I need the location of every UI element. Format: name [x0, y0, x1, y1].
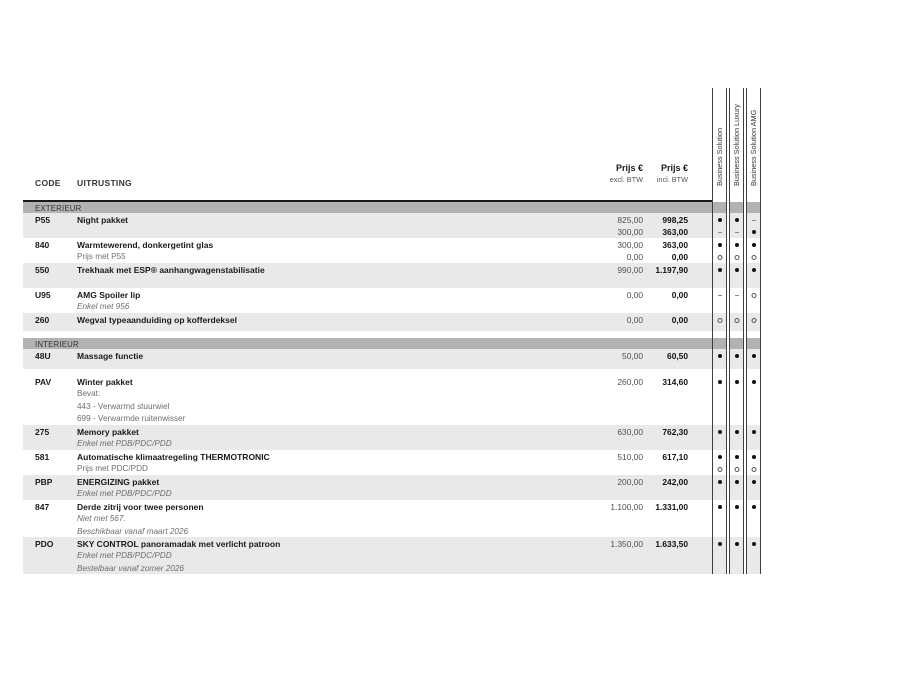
option-code [35, 563, 77, 574]
option-name: Automatische klimaatregeling THERMOTRONIC [77, 452, 270, 462]
option-line [23, 350, 712, 362]
strip-row-segment [747, 213, 760, 238]
price-excl-value: 510,00 [617, 452, 643, 462]
price-excl-value: 200,00 [617, 477, 643, 487]
strip-row-segment [730, 349, 743, 369]
strip-row-segment [730, 313, 743, 331]
strip-row-segment [730, 375, 743, 425]
option-code [35, 438, 77, 450]
option-line [23, 226, 712, 238]
price-excl-value [543, 463, 643, 475]
price-incl-value: 1.331,00 [655, 502, 688, 512]
price-incl-value: 0,00 [671, 252, 688, 263]
business-solution-amg-column [746, 88, 761, 574]
option-row-U95 [23, 288, 712, 313]
strip-row-segment [713, 537, 726, 574]
availability-dot-icon [752, 430, 756, 434]
price-incl-value [643, 488, 688, 500]
option-line [23, 413, 712, 425]
availability-dot-icon [718, 243, 722, 247]
price-incl-value [643, 563, 688, 574]
availability-dot-icon [752, 505, 756, 509]
price-incl-value [643, 550, 688, 562]
availability-dot-icon [718, 542, 722, 546]
option-line [23, 289, 712, 301]
price-incl-value: 242,00 [662, 477, 688, 487]
strip-row-segment [713, 213, 726, 238]
strip-row-segment [747, 500, 760, 537]
option-line [23, 488, 712, 500]
strip-row-segment [713, 450, 726, 475]
option-note: Bevat: [77, 389, 101, 399]
strip-row-segment [730, 263, 743, 288]
option-code: P55 [35, 215, 51, 225]
option-code: 847 [35, 502, 50, 512]
availability-dot-icon [735, 455, 739, 459]
strip-row-segment [730, 202, 743, 213]
not-available-dash-icon [718, 295, 722, 296]
price-excl-subtitle: excl. BTW [609, 174, 643, 184]
option-code: 260 [35, 315, 50, 325]
price-incl-value: 60,50 [667, 351, 688, 361]
availability-dot-icon [752, 380, 756, 384]
strip-row-segment [730, 238, 743, 263]
option-row-P55 [23, 213, 712, 238]
availability-circle-icon [734, 318, 739, 323]
strip-row-segment [713, 238, 726, 263]
option-note [77, 226, 543, 238]
availability-dot-icon [735, 430, 739, 434]
price-excl-value [543, 438, 643, 450]
price-incl-value [643, 438, 688, 450]
option-note: Enkel met 956 [77, 302, 130, 312]
price-excl-value: 1.350,00 [610, 539, 643, 549]
price-excl-value [543, 401, 643, 413]
option-name: SKY CONTROL panoramadak met verlicht patroon [77, 539, 281, 549]
availability-dot-icon [752, 480, 756, 484]
price-excl-value: 300,00 [617, 227, 643, 238]
option-row-581 [23, 450, 712, 475]
price-incl-value [643, 413, 688, 425]
availability-dot-icon [735, 218, 739, 222]
price-excl-value [543, 513, 643, 525]
option-code: 581 [35, 452, 50, 462]
strip-row-segment [713, 375, 726, 425]
option-row-840 [23, 238, 712, 263]
price-incl-value: 762,30 [662, 427, 688, 437]
availability-circle-icon [717, 467, 722, 472]
strip-row-segment [713, 331, 726, 338]
price-excl-value: 50,00 [622, 351, 643, 361]
price-incl-value: 1.197,90 [655, 265, 688, 275]
strip-row-segment [747, 475, 760, 500]
price-excl-value: 300,00 [617, 240, 643, 250]
option-note: Enkel met PDB/PDC/PDD [77, 489, 172, 499]
option-note: Bestelbaar vanaf zomer 2026 [77, 563, 184, 573]
business-solution-luxury-column [729, 88, 744, 574]
strip-row-segment [713, 425, 726, 450]
price-excl-value [543, 301, 643, 313]
strip-row-segment [747, 288, 760, 313]
price-incl-title: Prijs € [660, 163, 688, 173]
option-row-275 [23, 425, 712, 450]
strip-row-segment [713, 349, 726, 369]
option-line [23, 314, 712, 326]
option-name: Winter pakket [77, 377, 133, 387]
strip-row-segment [747, 450, 760, 475]
option-row-847 [23, 500, 712, 537]
availability-circle-icon [751, 467, 756, 472]
option-code [35, 413, 77, 425]
strip-row-segment [730, 213, 743, 238]
availability-dot-icon [718, 354, 722, 358]
business-solution-amg-column-label: Business Solution AMG [749, 109, 758, 186]
strip-row-segment [747, 375, 760, 425]
strip-row-segment [713, 202, 726, 213]
strip-row-segment [730, 450, 743, 475]
option-code [35, 488, 77, 500]
option-name: Night pakket [77, 215, 129, 225]
price-excl-value: 630,00 [617, 427, 643, 437]
option-line [23, 501, 712, 513]
option-line [23, 538, 712, 550]
not-available-dash-icon [735, 295, 739, 296]
section-header-interieur [23, 338, 712, 349]
option-line [23, 563, 712, 574]
option-code [35, 513, 77, 525]
option-code [35, 401, 77, 413]
option-line [23, 239, 712, 251]
option-row-PDO [23, 537, 712, 574]
business-solution-luxury-column-label: Business Solution Luxury [732, 104, 741, 186]
option-line [23, 214, 712, 226]
availability-dot-icon [718, 380, 722, 384]
option-name: AMG Spoiler lip [77, 290, 141, 300]
option-line [23, 264, 712, 276]
section-header-exterieur [23, 202, 712, 213]
option-code: 48U [35, 351, 51, 361]
price-incl-value [643, 301, 688, 313]
price-excl-value [543, 388, 643, 400]
option-code: PAV [35, 377, 52, 387]
option-code: 550 [35, 265, 50, 275]
availability-dot-icon [718, 480, 722, 484]
price-excl-title: Prijs € [615, 163, 643, 173]
strip-row-segment [713, 288, 726, 313]
option-note: 443 - Verwarmd stuurwiel [77, 401, 170, 411]
strip-row-segment [730, 288, 743, 313]
strip-row-segment [747, 238, 760, 263]
price-excl-value: 0,00 [626, 315, 643, 325]
strip-row-segment [730, 425, 743, 450]
option-line [23, 463, 712, 475]
price-excl-value [543, 563, 643, 574]
option-note: Beschikbaar vanaf maart 2026 [77, 526, 189, 536]
strip-row-segment [747, 331, 760, 338]
section-header-label: EXTERIEUR [35, 204, 82, 213]
option-code [35, 388, 77, 400]
strip-row-segment [730, 331, 743, 338]
availability-dot-icon [752, 268, 756, 272]
price-excl-value: 0,00 [626, 290, 643, 300]
availability-dot-icon [752, 230, 756, 234]
price-incl-subtitle: incl. BTW [656, 174, 688, 184]
availability-circle-icon [717, 318, 722, 323]
option-name: Trekhaak met ESP® aanhangwagenstabilisatie [77, 265, 265, 275]
option-line [23, 401, 712, 413]
option-line [23, 426, 712, 438]
availability-dot-icon [718, 430, 722, 434]
availability-dot-icon [735, 268, 739, 272]
option-name: Memory pakket [77, 427, 139, 437]
availability-dot-icon [735, 505, 739, 509]
price-excl-value [543, 550, 643, 562]
availability-dot-icon [735, 480, 739, 484]
option-note: 699 - Verwarmde ruitenwisser [77, 414, 186, 424]
option-row-PAV [23, 375, 712, 425]
price-excl-value: 260,00 [617, 377, 643, 387]
availability-dot-icon [752, 455, 756, 459]
uitrusting-column-header: UITRUSTING [77, 178, 132, 188]
price-excl-value: 0,00 [626, 252, 643, 263]
option-name: ENERGIZING pakket [77, 477, 160, 487]
strip-row-segment [747, 202, 760, 213]
price-excl-value [543, 488, 643, 500]
business-solution-column [712, 88, 727, 574]
price-excl-value: 1.100,00 [610, 502, 643, 512]
option-code: U95 [35, 290, 51, 300]
option-row-48U [23, 349, 712, 369]
option-note: Enkel met PDB/PDC/PDD [77, 439, 172, 449]
strip-row-segment [747, 263, 760, 288]
option-line [23, 513, 712, 525]
option-name: Massage functie [77, 351, 144, 361]
option-note: Niet met 567. [77, 514, 126, 524]
option-row-260 [23, 313, 712, 331]
availability-dot-icon [735, 380, 739, 384]
option-note: Enkel met PDB/PDC/PDD [77, 551, 172, 561]
availability-circle-icon [751, 255, 756, 260]
section-header-label: INTERIEUR [35, 340, 79, 349]
availability-dot-icon [718, 505, 722, 509]
row-spacer [23, 331, 712, 338]
price-incl-value: 0,00 [671, 315, 688, 325]
availability-dot-icon [752, 243, 756, 247]
price-incl-value: 617,10 [662, 452, 688, 462]
availability-dot-icon [718, 218, 722, 222]
option-line [23, 376, 712, 388]
price-incl-value: 363,00 [662, 227, 688, 238]
strip-row-segment [730, 338, 743, 349]
option-code [35, 463, 77, 475]
strip-row-segment [713, 338, 726, 349]
strip-row-segment [747, 338, 760, 349]
availability-dot-icon [735, 542, 739, 546]
option-code [35, 301, 77, 313]
option-code [35, 550, 77, 562]
business-solution-column-label: Business Solution [715, 127, 724, 186]
price-incl-value: 363,00 [662, 240, 688, 250]
availability-circle-icon [734, 255, 739, 260]
option-code [35, 526, 77, 537]
not-available-dash-icon [752, 220, 756, 221]
option-line [23, 251, 712, 263]
strip-row-segment [747, 425, 760, 450]
option-line [23, 301, 712, 313]
option-name: Wegval typeaanduiding op kofferdeksel [77, 315, 237, 325]
option-code: 840 [35, 240, 50, 250]
price-incl-value [643, 526, 688, 537]
strip-row-segment [713, 475, 726, 500]
option-note: Prijs met PDC/PDD [77, 464, 148, 474]
option-line [23, 550, 712, 562]
availability-dot-icon [752, 354, 756, 358]
not-available-dash-icon [718, 232, 722, 233]
price-excl-value [543, 413, 643, 425]
option-line [23, 526, 712, 537]
option-code: PDO [35, 539, 54, 549]
option-row-550 [23, 263, 712, 288]
availability-circle-icon [717, 255, 722, 260]
availability-dot-icon [735, 354, 739, 358]
option-code: 275 [35, 427, 50, 437]
option-line [23, 438, 712, 450]
availability-circle-icon [734, 467, 739, 472]
price-excl-value: 825,00 [617, 215, 643, 225]
option-code [35, 251, 77, 263]
strip-row-segment [730, 475, 743, 500]
price-excl-value [543, 526, 643, 537]
options-table [23, 202, 712, 574]
availability-dot-icon [752, 542, 756, 546]
price-incl-value [643, 401, 688, 413]
option-code [35, 226, 77, 238]
option-line [23, 388, 712, 400]
price-incl-value [643, 513, 688, 525]
option-note: Prijs met P55 [77, 252, 126, 262]
availability-dot-icon [718, 455, 722, 459]
price-incl-value [643, 388, 688, 400]
code-column-header: CODE [35, 178, 61, 188]
strip-row-segment [713, 263, 726, 288]
strip-row-segment [713, 500, 726, 537]
availability-circle-icon [751, 293, 756, 298]
strip-row-segment [747, 349, 760, 369]
price-incl-value: 0,00 [671, 290, 688, 300]
not-available-dash-icon [735, 232, 739, 233]
option-name: Derde zitrij voor twee personen [77, 502, 204, 512]
price-incl-value: 1.633,50 [655, 539, 688, 549]
strip-row-segment [747, 313, 760, 331]
option-code: PBP [35, 477, 53, 487]
option-row-PBP [23, 475, 712, 500]
price-incl-value: 314,60 [662, 377, 688, 387]
strip-row-segment [713, 313, 726, 331]
price-incl-header [608, 163, 688, 185]
strip-row-segment [747, 537, 760, 574]
option-line [23, 451, 712, 463]
price-excl-value: 990,00 [617, 265, 643, 275]
price-incl-value [643, 463, 688, 475]
option-line [23, 476, 712, 488]
strip-row-segment [730, 537, 743, 574]
availability-dot-icon [718, 268, 722, 272]
strip-row-segment [730, 500, 743, 537]
option-name: Warmtewerend, donkergetint glas [77, 240, 214, 250]
availability-circle-icon [751, 318, 756, 323]
availability-dot-icon [735, 243, 739, 247]
price-incl-value: 998,25 [662, 215, 688, 225]
